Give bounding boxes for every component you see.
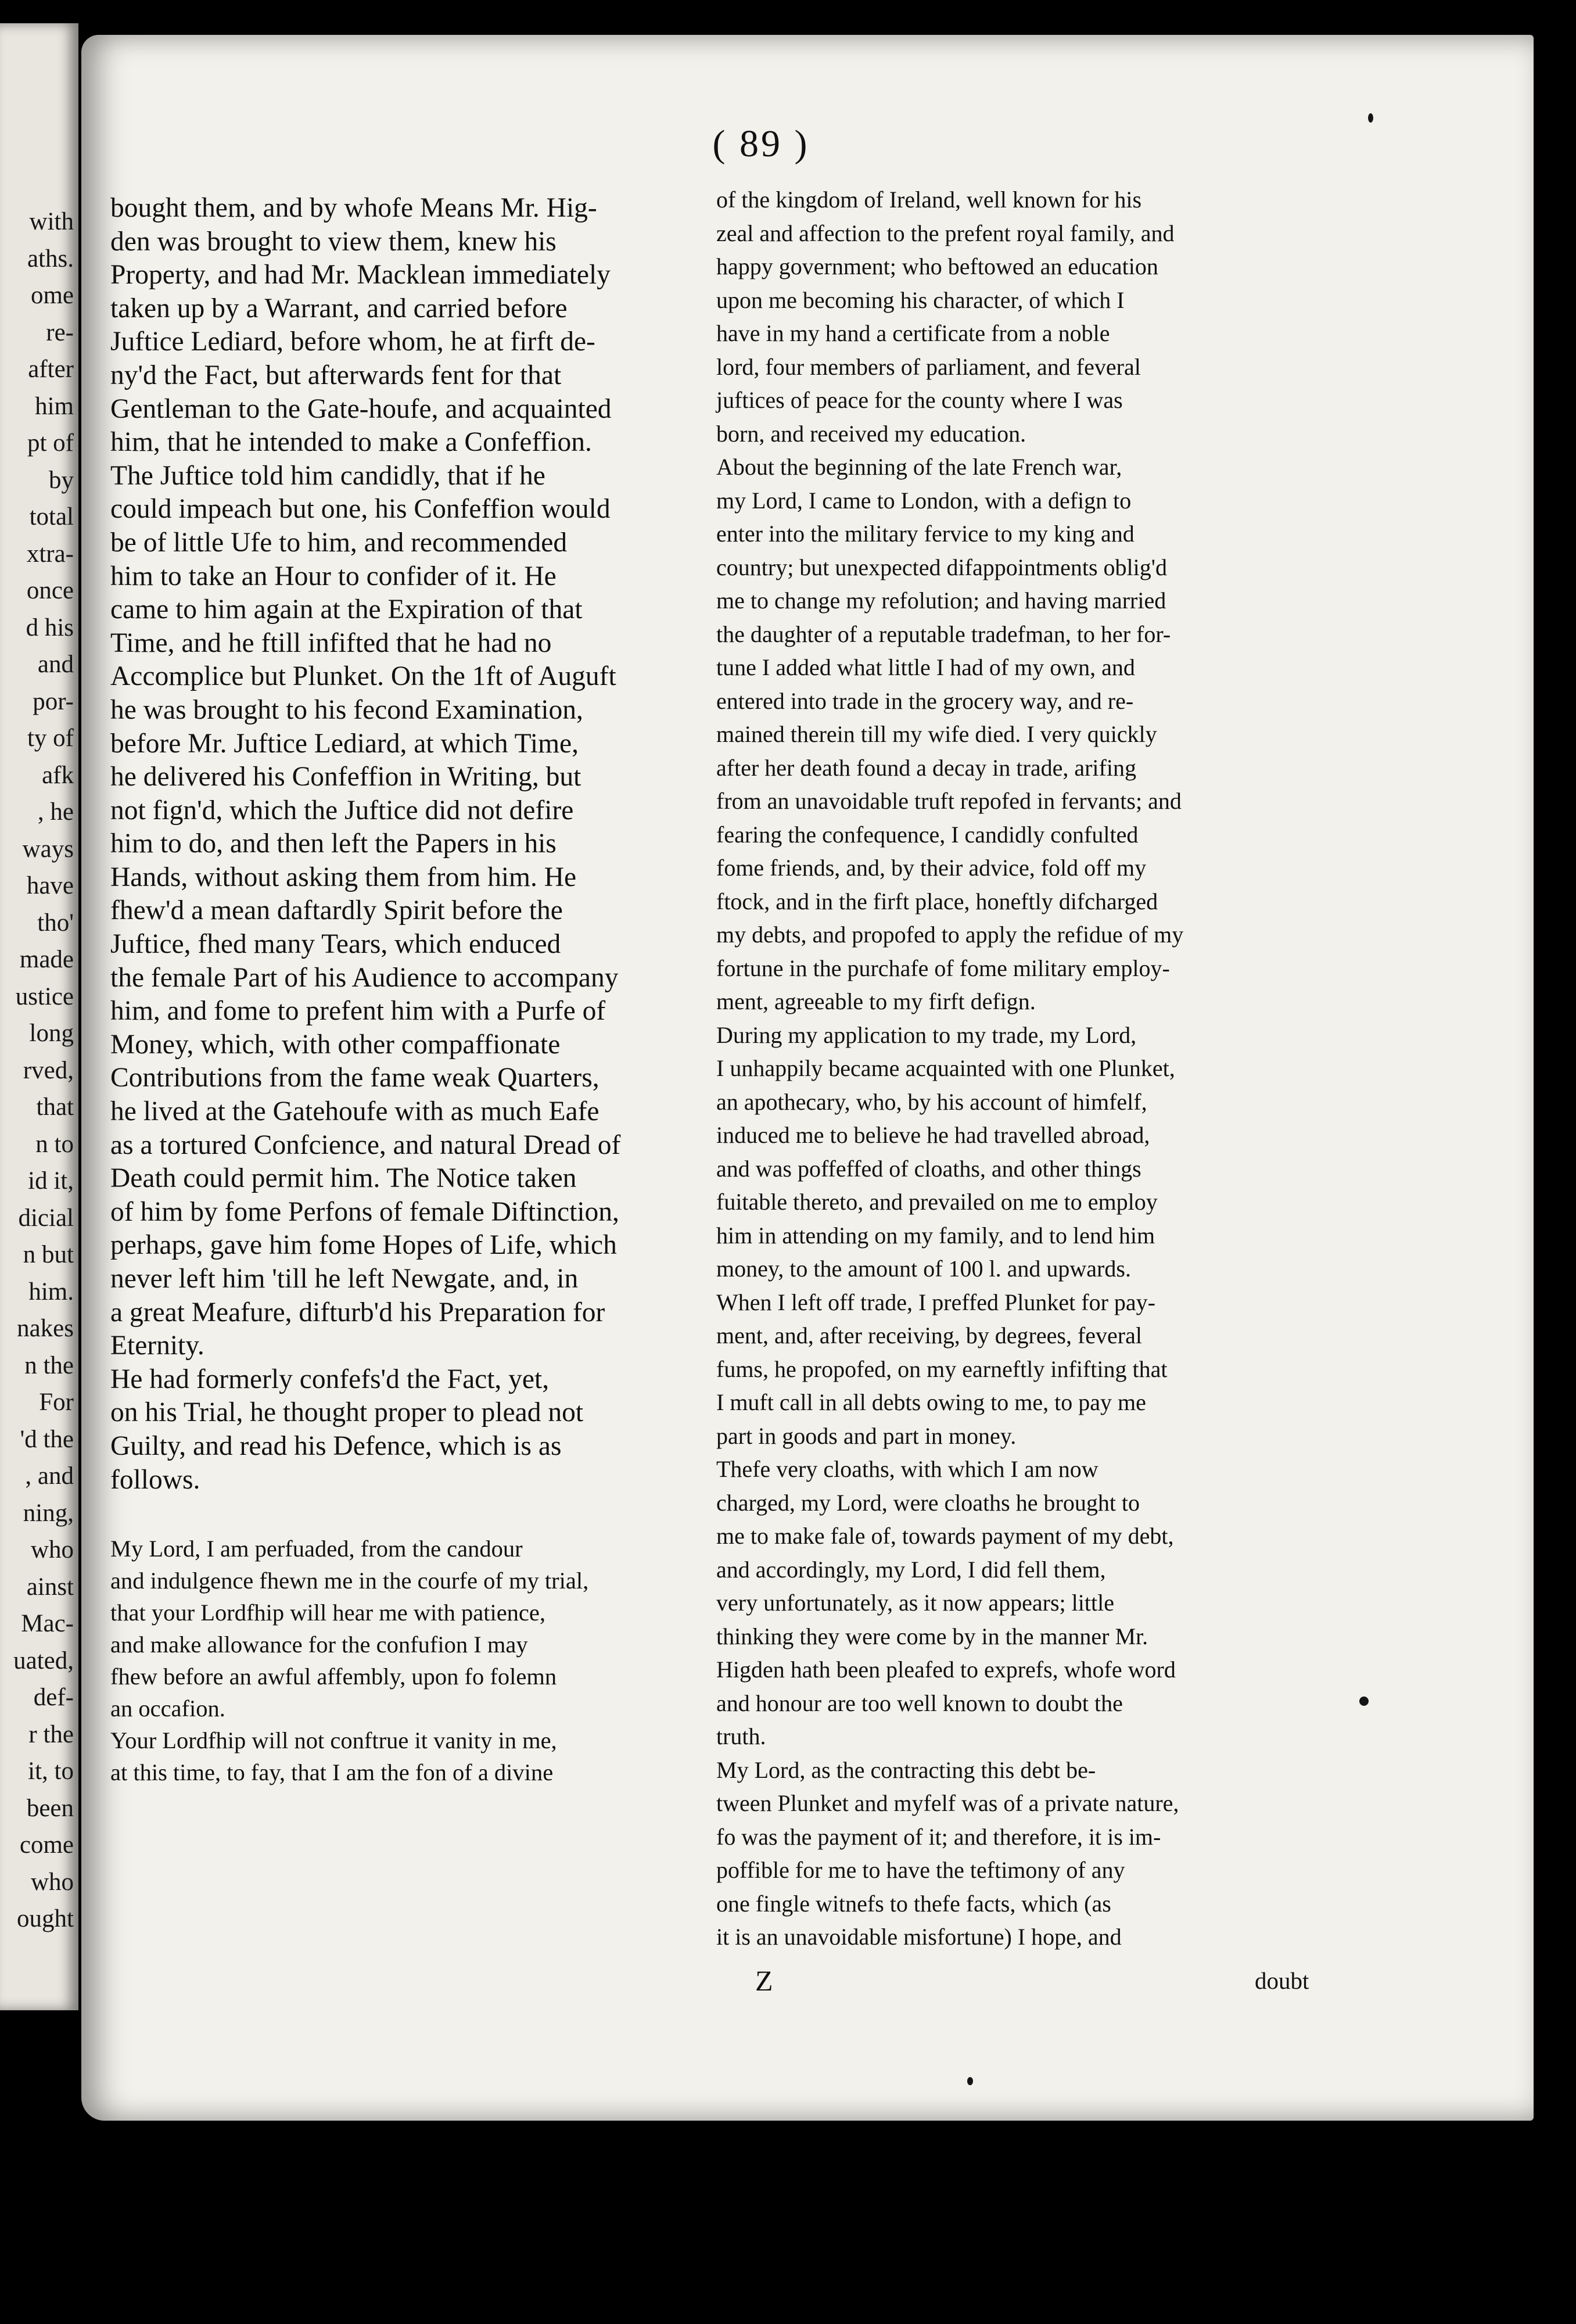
text-line: born, and received my education. — [716, 420, 1026, 447]
left-page-fragment: uated, — [13, 1647, 74, 1674]
defence-text-line: fhew before an awful affembly, upon fo folemn — [110, 1663, 557, 1690]
left-page-fragment: For — [39, 1389, 74, 1416]
left-page-fragment: pt of — [27, 429, 74, 457]
text-line: fearing the confequence, I candidly confulted — [716, 821, 1139, 848]
left-page-fragment: once — [26, 577, 74, 604]
text-line: Thefe very cloaths, with which I am now — [716, 1456, 1098, 1482]
text-line: enter into the military fervice to my king and — [716, 521, 1135, 547]
left-page-fragment: id it, — [28, 1167, 74, 1195]
text-line: he lived at the Gatehoufe with as much Eafe — [110, 1096, 599, 1127]
ink-speck — [1359, 1697, 1369, 1706]
left-page-fragment: by — [49, 466, 74, 494]
text-line: be of little Ufe to him, and recommended — [110, 527, 568, 558]
left-page-fragment: Mac- — [21, 1610, 74, 1637]
left-page-fragment: 'd the — [20, 1425, 74, 1453]
left-page-fragment: n to — [35, 1130, 74, 1158]
text-line: fums, he propofed, on my earneftly infifting that — [716, 1355, 1168, 1382]
text-line: Gentleman to the Gate-houfe, and acquainted — [110, 393, 612, 424]
text-line: entered into trade in the grocery way, and re- — [716, 687, 1134, 714]
text-line: thinking they were come by in the manner Mr. — [716, 1623, 1148, 1649]
text-line: Death could permit him. The Notice taken — [110, 1163, 577, 1194]
text-line: lord, four members of parliament, and feveral — [716, 353, 1141, 380]
left-page-fragment: who — [30, 1536, 74, 1563]
left-page-fragment: rved, — [23, 1056, 74, 1084]
text-line: Juftice Lediard, before whom, he at firft de- — [110, 327, 595, 357]
text-line: truth. — [716, 1723, 766, 1749]
text-line: and honour are too well known to doubt the — [716, 1690, 1123, 1716]
text-line: mained therein till my wife died. I very quickly — [716, 721, 1157, 747]
text-line: he delivered his Confeffion in Writing, but — [110, 762, 581, 792]
left-page-fragment: , he — [37, 798, 74, 826]
signature-mark: Z — [755, 1964, 773, 1997]
left-page-fragment: who — [30, 1868, 74, 1896]
left-page-fragment: afk — [42, 761, 74, 789]
text-line: upon me becoming his character, of which I — [716, 286, 1125, 313]
text-line: During my application to my trade, my Lord, — [716, 1021, 1137, 1048]
text-line: him, that he intended to make a Confeffion. — [110, 427, 592, 458]
left-page-fragment: xtra- — [26, 540, 74, 568]
text-line: poffible for me to have the teftimony of any — [716, 1857, 1125, 1883]
left-page-fragment: long — [29, 1020, 74, 1047]
text-line: my Lord, I came to London, with a defign to — [716, 487, 1132, 514]
text-line: Money, which, with other compaffionate — [110, 1029, 561, 1060]
text-line: bought them, and by whofe Means Mr. Hig- — [110, 193, 597, 223]
text-line: not fign'd, which the Juftice did not defire — [110, 795, 574, 826]
text-line: and was poffeffed of cloaths, and other things — [716, 1155, 1141, 1182]
text-line: as a tortured Confcience, and natural Dread of — [110, 1129, 621, 1160]
text-line: Contributions from the fame weak Quarters, — [110, 1063, 599, 1093]
text-line: He had formerly confefs'd the Fact, yet, — [110, 1364, 550, 1394]
left-page-fragment: tho' — [37, 909, 74, 937]
text-line: country; but unexpected difappointments oblig'd — [716, 554, 1167, 580]
text-line: him to do, and then left the Papers in his — [110, 829, 557, 859]
text-line: Time, and he ftill infifted that he had no — [110, 627, 552, 658]
text-line: of him by fome Perfons of female Diftinction, — [110, 1196, 619, 1227]
text-line: tune I added what little I had of my own, and — [716, 654, 1135, 680]
text-line: follows. — [110, 1464, 200, 1495]
text-line: never left him 'till he left Newgate, and, in — [110, 1264, 579, 1294]
text-line: a great Meafure, difturb'd his Preparation for — [110, 1297, 605, 1328]
text-line: juftices of peace for the county where I was — [716, 387, 1123, 413]
text-line: induced me to believe he had travelled abroad, — [716, 1122, 1150, 1148]
catchword: doubt — [1255, 1967, 1309, 1994]
left-page-fragment: him — [35, 392, 74, 420]
left-page-fragment: have — [26, 872, 74, 899]
text-line: My Lord, as the contracting this debt be- — [716, 1756, 1096, 1783]
right-column — [716, 183, 1323, 1954]
left-page-fragment: that — [36, 1093, 74, 1121]
text-line: Hands, without asking them from him. He — [110, 862, 577, 892]
text-line: Higden hath been pleafed to exprefs, whofe word — [716, 1656, 1176, 1683]
text-line: ny'd the Fact, but afterwards fent for that — [110, 360, 562, 390]
defence-text-line: My Lord, I am perfuaded, from the candour — [110, 1536, 523, 1562]
text-line: tween Plunket and myfelf was of a private nature, — [716, 1790, 1179, 1816]
ink-speck — [1368, 113, 1373, 123]
text-line: after her death found a decay in trade, arifing — [716, 754, 1136, 781]
text-line: fuitable thereto, and prevailed on me to employ — [716, 1189, 1158, 1215]
left-page-margin — [0, 23, 78, 2010]
left-page-fragment: come — [19, 1831, 74, 1859]
left-page-fragment: r the — [28, 1720, 74, 1748]
text-line: perhaps, gave him fome Hopes of Life, which — [110, 1230, 617, 1261]
text-line: taken up by a Warrant, and carried before — [110, 293, 568, 324]
text-line: fhew'd a mean daftardly Spirit before the — [110, 895, 563, 926]
left-page-fragment: ainst — [26, 1573, 74, 1601]
text-line: The Juftice told him candidly, that if he — [110, 460, 545, 491]
left-page-fragment: him. — [28, 1278, 74, 1306]
text-line: me to change my refolution; and having married — [716, 587, 1166, 614]
left-page-fragment: ways — [22, 835, 74, 863]
text-line: ment, and, after receiving, by degrees, feveral — [716, 1322, 1142, 1349]
text-line: I muft call in all debts owing to me, to pay me — [716, 1389, 1146, 1415]
page-number: ( 89 ) — [712, 123, 810, 165]
text-line: him in attending on my family, and to lend him — [716, 1222, 1155, 1249]
left-page-fragment: ustice — [15, 982, 74, 1010]
left-page-fragment: n but — [23, 1241, 74, 1268]
left-column — [110, 192, 717, 1788]
text-line: Accomplice but Plunket. On the 1ft of Auguft — [110, 661, 616, 692]
text-line: fo was the payment of it; and therefore, it is im- — [716, 1823, 1161, 1850]
text-line: ment, agreeable to my firft defign. — [716, 988, 1036, 1014]
left-page-fragment: ning, — [23, 1499, 74, 1527]
defence-text-line: Your Lordfhip will not conftrue it vanity in me, — [110, 1727, 557, 1754]
defence-text-line: at this time, to fay, that I am the fon of a divine — [110, 1759, 554, 1786]
left-page-fragment: re- — [46, 318, 74, 346]
text-line: on his Trial, he thought proper to plead not — [110, 1397, 584, 1428]
defence-text-line: and indulgence fhewn me in the courfe of my trial, — [110, 1568, 589, 1594]
left-page-fragment: aths. — [27, 245, 74, 272]
left-page-fragment: dicial — [18, 1204, 74, 1232]
text-line: part in goods and part in money. — [716, 1422, 1017, 1449]
text-line: me to make fale of, towards payment of my debt, — [716, 1523, 1174, 1549]
left-page-fragment: , and — [25, 1462, 74, 1490]
text-line: Juftice, fhed many Tears, which enduced — [110, 929, 561, 960]
text-line: fortune in the purchafe of fome military employ- — [716, 955, 1170, 981]
ink-speck — [967, 2077, 973, 2085]
left-page-fragment: n the — [24, 1351, 74, 1379]
left-page-fragment: made — [19, 946, 74, 973]
text-line: When I left off trade, I preffed Plunket for pay- — [716, 1289, 1155, 1315]
text-line: happy government; who beftowed an education — [716, 253, 1158, 279]
left-page-fragment: ty of — [27, 725, 74, 752]
text-line: About the beginning of the late French war, — [716, 454, 1122, 480]
text-line: could impeach but one, his Confeffion would — [110, 494, 611, 525]
left-page-fragment: ought — [17, 1905, 74, 1932]
text-line: the daughter of a reputable tradefman, to her for- — [716, 621, 1171, 647]
defence-text-line: an occafion. — [110, 1695, 225, 1722]
text-line: one fingle witnefs to thefe facts, which (as — [716, 1890, 1111, 1917]
text-line: before Mr. Juftice Lediard, at which Time, — [110, 728, 579, 759]
left-page-fragment: d his — [26, 614, 74, 641]
text-line: of the kingdom of Ireland, well known for his — [716, 187, 1142, 213]
text-line: the female Part of his Audience to accompany — [110, 962, 619, 993]
text-line: it is an unavoidable misfortune) I hope, and — [716, 1924, 1122, 1950]
text-line: Property, and had Mr. Macklean immediately — [110, 260, 611, 290]
text-line: him, and fome to prefent him with a Purfe of — [110, 996, 606, 1027]
text-line: from an unavoidable truft repofed in fervants; and — [716, 788, 1182, 814]
left-page-fragment: been — [26, 1794, 74, 1822]
text-line: came to him again at the Expiration of that — [110, 594, 583, 625]
text-line: and accordingly, my Lord, I did fell them, — [716, 1556, 1106, 1583]
text-line: ftock, and in the firft place, honeftly difcharged — [716, 888, 1158, 914]
left-page-fragment: and — [37, 651, 74, 678]
text-line: my debts, and propofed to apply the refidue of my — [716, 921, 1184, 948]
left-page-fragment: it, to — [28, 1758, 74, 1785]
left-page-fragment: after — [28, 356, 74, 383]
text-line: he was brought to his fecond Examination, — [110, 694, 583, 725]
text-line: Guilty, and read his Defence, which is as — [110, 1430, 562, 1461]
text-line: I unhappily became acquainted with one Plunket, — [716, 1055, 1175, 1081]
defence-text-line: and make allowance for the confufion I may — [110, 1631, 528, 1658]
left-page-fragment: nakes — [17, 1315, 74, 1342]
left-page-fragment: ome — [30, 282, 74, 309]
text-line: den was brought to view them, knew his — [110, 226, 557, 257]
text-line: have in my hand a certificate from a noble — [716, 320, 1110, 346]
text-line: zeal and affection to the prefent royal family, and — [716, 220, 1175, 246]
text-line: him to take an Hour to confider of it. He — [110, 561, 557, 591]
left-page-fragment: total — [29, 503, 74, 530]
book-page — [81, 35, 1534, 2121]
text-line: Eternity. — [110, 1330, 204, 1361]
left-page-fragment: por- — [33, 687, 74, 715]
text-line: an apothecary, who, by his account of himfelf, — [716, 1088, 1147, 1115]
text-line: charged, my Lord, were cloaths he brought to — [716, 1489, 1140, 1516]
text-line: very unfortunately, as it now appears; little — [716, 1590, 1114, 1616]
text-line: fome friends, and, by their advice, fold off my — [716, 855, 1147, 881]
text-line: money, to the amount of 100 l. and upwards. — [716, 1256, 1131, 1282]
defence-text-line: that your Lordfhip will hear me with patience, — [110, 1599, 546, 1626]
left-page-fragment: with — [29, 208, 74, 235]
left-page-fragment: def- — [33, 1684, 74, 1711]
paragraph-gap — [110, 1497, 717, 1533]
